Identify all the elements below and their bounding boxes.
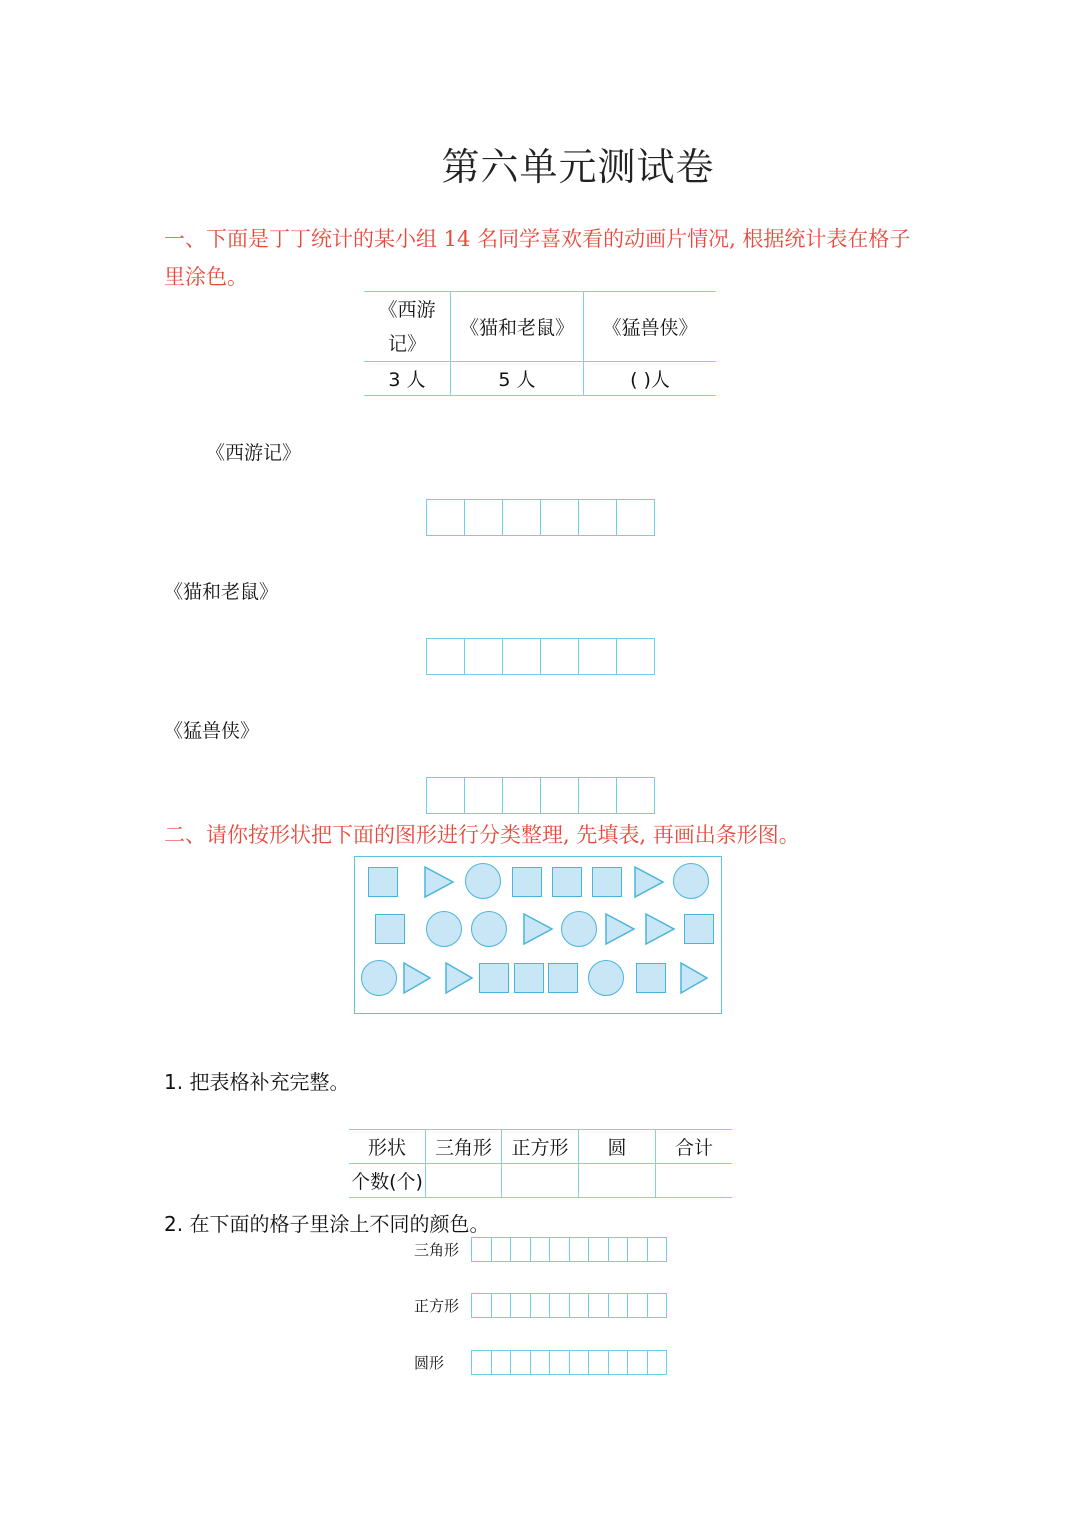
stat-value-tom-jerry: 5 人 xyxy=(451,362,584,396)
count-input-circle[interactable] xyxy=(579,1164,656,1198)
count-header-square: 正方形 xyxy=(502,1130,579,1164)
grid-cell[interactable] xyxy=(616,778,654,813)
bar-cell[interactable] xyxy=(647,1238,667,1261)
square-shape xyxy=(548,963,578,993)
triangle-shape xyxy=(634,866,664,898)
grid-cell[interactable] xyxy=(540,778,578,813)
stat-header-xiyouji-line1: 《西游 xyxy=(378,298,436,321)
triangle-shape xyxy=(523,913,553,945)
bar-label-circle: 圆形 xyxy=(414,1354,445,1372)
square-shape xyxy=(592,867,622,897)
bar-cell[interactable] xyxy=(491,1294,511,1317)
bar-label-square: 正方形 xyxy=(414,1297,460,1315)
bar-cell[interactable] xyxy=(569,1238,589,1261)
grid-cell[interactable] xyxy=(464,639,502,674)
stat-header-beast: 《猛兽侠》 xyxy=(584,292,717,362)
bar-cell[interactable] xyxy=(588,1238,608,1261)
section1-prompt-line2: 里涂色。 xyxy=(164,265,248,289)
circle-shape xyxy=(588,960,624,996)
label-tom-jerry: 《猫和老鼠》 xyxy=(164,581,279,603)
grid-cell[interactable] xyxy=(540,500,578,535)
shape-count-table xyxy=(349,1129,732,1198)
bar-cell[interactable] xyxy=(608,1238,628,1261)
triangle-shape xyxy=(445,962,473,994)
grid-cell[interactable] xyxy=(616,500,654,535)
bar-cell[interactable] xyxy=(491,1238,511,1261)
section1-prompt-line1: 一、下面是丁丁统计的某小组 14 名同学喜欢看的动画片情况, 根据统计表在格子 xyxy=(164,227,911,251)
bar-cell[interactable] xyxy=(510,1294,530,1317)
triangle-shape xyxy=(403,962,431,994)
count-header-total: 合计 xyxy=(656,1130,733,1164)
stat-value-beast[interactable]: ( )人 xyxy=(584,362,717,396)
bar-cell[interactable] xyxy=(549,1351,569,1374)
triangle-shape xyxy=(680,962,708,994)
count-header-triangle: 三角形 xyxy=(426,1130,502,1164)
grid-tom-jerry[interactable] xyxy=(426,638,655,675)
grid-cell[interactable] xyxy=(578,500,616,535)
bar-cell[interactable] xyxy=(530,1351,550,1374)
bar-cell[interactable] xyxy=(588,1294,608,1317)
square-shape xyxy=(552,867,582,897)
grid-cell[interactable] xyxy=(616,639,654,674)
square-shape xyxy=(684,914,714,944)
square-shape xyxy=(479,963,509,993)
stat-header-xiyouji-line2: 记》 xyxy=(387,332,426,355)
stat-value-xiyouji: 3 人 xyxy=(364,362,451,396)
bar-cell[interactable] xyxy=(569,1351,589,1374)
square-shape xyxy=(375,914,405,944)
triangle-shape xyxy=(424,866,454,898)
square-shape xyxy=(368,867,398,897)
bar-cell[interactable] xyxy=(472,1294,491,1317)
square-shape xyxy=(514,963,544,993)
grid-xiyouji[interactable] xyxy=(426,499,655,536)
label-beast: 《猛兽侠》 xyxy=(164,720,260,742)
bar-cell[interactable] xyxy=(627,1351,647,1374)
bar-cell[interactable] xyxy=(627,1294,647,1317)
sub2-prompt: 2. 在下面的格子里涂上不同的颜色。 xyxy=(164,1212,490,1236)
section2-prompt: 二、请你按形状把下面的图形进行分类整理, 先填表, 再画出条形图。 xyxy=(164,823,800,847)
circle-shape xyxy=(426,911,462,947)
bar-grid-square[interactable] xyxy=(471,1293,667,1318)
count-value-row xyxy=(349,1164,732,1198)
grid-cell[interactable] xyxy=(502,778,540,813)
bar-cell[interactable] xyxy=(530,1294,550,1317)
square-shape xyxy=(512,867,542,897)
circle-shape xyxy=(465,863,501,899)
triangle-shape xyxy=(645,913,675,945)
shapes-box xyxy=(354,856,722,1014)
grid-cell[interactable] xyxy=(427,500,464,535)
count-row-label: 个数(个) xyxy=(349,1164,426,1198)
bar-cell[interactable] xyxy=(608,1294,628,1317)
grid-beast[interactable] xyxy=(426,777,655,814)
label-xiyouji: 《西游记》 xyxy=(206,442,302,464)
bar-cell[interactable] xyxy=(472,1351,491,1374)
bar-grid-circle[interactable] xyxy=(471,1350,667,1375)
stat-header-row xyxy=(364,292,716,362)
circle-shape xyxy=(673,863,709,899)
bar-cell[interactable] xyxy=(549,1294,569,1317)
count-header-row xyxy=(349,1130,732,1164)
bar-cell[interactable] xyxy=(647,1351,667,1374)
bar-cell[interactable] xyxy=(510,1238,530,1261)
grid-cell[interactable] xyxy=(578,639,616,674)
bar-cell[interactable] xyxy=(608,1351,628,1374)
cartoon-stat-table xyxy=(364,291,716,396)
page-title: 第六单元测试卷 xyxy=(441,145,715,189)
grid-cell[interactable] xyxy=(540,639,578,674)
square-shape xyxy=(636,963,666,993)
bar-cell[interactable] xyxy=(569,1294,589,1317)
grid-cell[interactable] xyxy=(464,778,502,813)
triangle-shape xyxy=(605,913,635,945)
bar-cell[interactable] xyxy=(549,1238,569,1261)
count-header-shape: 形状 xyxy=(349,1130,426,1164)
stat-value-row xyxy=(364,362,716,396)
bar-cell[interactable] xyxy=(627,1238,647,1261)
stat-header-tom-jerry: 《猫和老鼠》 xyxy=(451,292,584,362)
grid-cell[interactable] xyxy=(502,639,540,674)
count-input-total[interactable] xyxy=(656,1164,733,1198)
section1-prompt xyxy=(164,220,944,296)
grid-cell[interactable] xyxy=(427,639,464,674)
grid-cell[interactable] xyxy=(464,500,502,535)
bar-cell[interactable] xyxy=(510,1351,530,1374)
grid-cell[interactable] xyxy=(578,778,616,813)
bar-cell[interactable] xyxy=(472,1238,491,1261)
circle-shape xyxy=(361,960,397,996)
stat-header-xiyouji xyxy=(364,292,451,362)
bar-cell[interactable] xyxy=(530,1238,550,1261)
count-input-triangle[interactable] xyxy=(426,1164,502,1198)
bar-cell[interactable] xyxy=(647,1294,667,1317)
bar-label-triangle: 三角形 xyxy=(414,1241,460,1259)
circle-shape xyxy=(471,911,507,947)
bar-cell[interactable] xyxy=(588,1351,608,1374)
bar-cell[interactable] xyxy=(491,1351,511,1374)
circle-shape xyxy=(561,911,597,947)
sub1-prompt: 1. 把表格补充完整。 xyxy=(164,1070,350,1094)
count-header-circle: 圆 xyxy=(579,1130,656,1164)
bar-grid-triangle[interactable] xyxy=(471,1237,667,1262)
grid-cell[interactable] xyxy=(427,778,464,813)
grid-cell[interactable] xyxy=(502,500,540,535)
count-input-square[interactable] xyxy=(502,1164,579,1198)
